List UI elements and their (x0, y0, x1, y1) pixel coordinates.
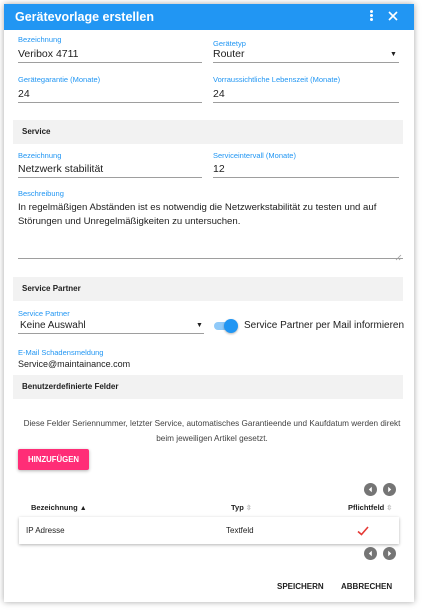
prev-page-icon[interactable] (364, 547, 377, 560)
email-label: E-Mail Schadensmeldung (18, 348, 104, 357)
service-description-label: Beschreibung (18, 189, 64, 198)
check-icon (356, 524, 370, 542)
service-partner-underline (18, 333, 204, 334)
row-type-cell: Textfeld (226, 526, 254, 535)
sort-ascending-icon: ▲ (79, 505, 87, 512)
service-partner-select[interactable]: Keine Auswahl (20, 320, 86, 331)
service-description-underline (18, 258, 403, 259)
service-interval-label: Serviceintervall (Monate) (213, 151, 296, 160)
device-name-underline (18, 62, 202, 63)
sort-icon: ⇳ (386, 505, 393, 512)
warranty-input[interactable]: 24 (18, 88, 30, 100)
device-type-underline (213, 62, 399, 63)
row-name-cell: IP Adresse (26, 526, 65, 535)
next-page-icon[interactable] (383, 547, 396, 560)
dialog-title: Gerätevorlage erstellen (15, 10, 154, 24)
device-type-label: Gerätetyp (213, 39, 246, 48)
device-type-select[interactable]: Router (213, 48, 245, 60)
mail-notify-toggle-knob[interactable] (224, 319, 238, 333)
warranty-label: Gerätegarantie (Monate) (18, 75, 101, 84)
sort-icon: ⇳ (245, 505, 252, 512)
service-name-input[interactable]: Netzwerk stabilität (18, 163, 104, 175)
service-name-label: Bezeichnung (18, 151, 62, 160)
warranty-underline (18, 102, 202, 103)
email-value: Service@maintainance.com (18, 359, 131, 369)
service-partner-section-title: Service Partner (22, 284, 81, 293)
mail-notify-label: Service Partner per Mail informieren (244, 320, 405, 331)
column-header-name[interactable] (31, 503, 87, 512)
service-section-title: Service (22, 127, 51, 136)
cancel-button[interactable]: ABBRECHEN (341, 582, 393, 591)
more-vert-icon[interactable] (366, 9, 376, 25)
column-header-type-label: Typ (231, 503, 244, 512)
table-row[interactable] (19, 517, 399, 544)
service-interval-underline (213, 177, 399, 178)
device-name-input[interactable]: Veribox 4711 (18, 48, 79, 60)
service-description-textarea[interactable]: In regelmäßigen Abständen ist es notwendig die Netzwerkstabilität zu testen und auf Störungen und Unregelmäßigkeiten zu untersuchen. (18, 202, 377, 227)
custom-fields-section-header (13, 375, 403, 399)
lifetime-input[interactable]: 24 (213, 88, 225, 100)
column-header-type[interactable] (231, 503, 252, 512)
custom-fields-info-text: Diese Felder Seriennummer, letzter Service, automatisches Garantieende und Kaufdatum werden direkt beim jeweiligen Artikel gesetzt. (23, 419, 401, 443)
prev-page-icon[interactable] (364, 483, 377, 496)
column-header-required[interactable] (348, 503, 392, 512)
service-name-underline (18, 177, 202, 178)
lifetime-label: Vorraussichtliche Lebenszeit (Monate) (213, 75, 341, 84)
dialog-titlebar (4, 4, 414, 30)
service-partner-select-label: Service Partner (18, 309, 70, 318)
chevron-down-icon[interactable]: ▼ (196, 322, 203, 329)
create-device-template-dialog (4, 4, 414, 602)
save-button[interactable]: SPEICHERN (277, 582, 324, 591)
device-name-label: Bezeichnung (18, 35, 62, 44)
column-header-name-label: Bezeichnung (31, 503, 78, 512)
column-header-required-label: Pflichtfeld (348, 503, 385, 512)
service-section-header (13, 120, 403, 144)
chevron-down-icon[interactable]: ▼ (390, 51, 397, 58)
lifetime-underline (213, 102, 399, 103)
service-partner-section-header (13, 277, 403, 301)
resize-handle-icon[interactable] (394, 248, 402, 256)
next-page-icon[interactable] (383, 483, 396, 496)
add-field-button[interactable]: HINZUFÜGEN (18, 449, 89, 470)
service-interval-input[interactable]: 12 (213, 163, 225, 175)
custom-fields-section-title: Benutzerdefinierte Felder (22, 382, 119, 391)
close-icon[interactable] (386, 9, 400, 23)
